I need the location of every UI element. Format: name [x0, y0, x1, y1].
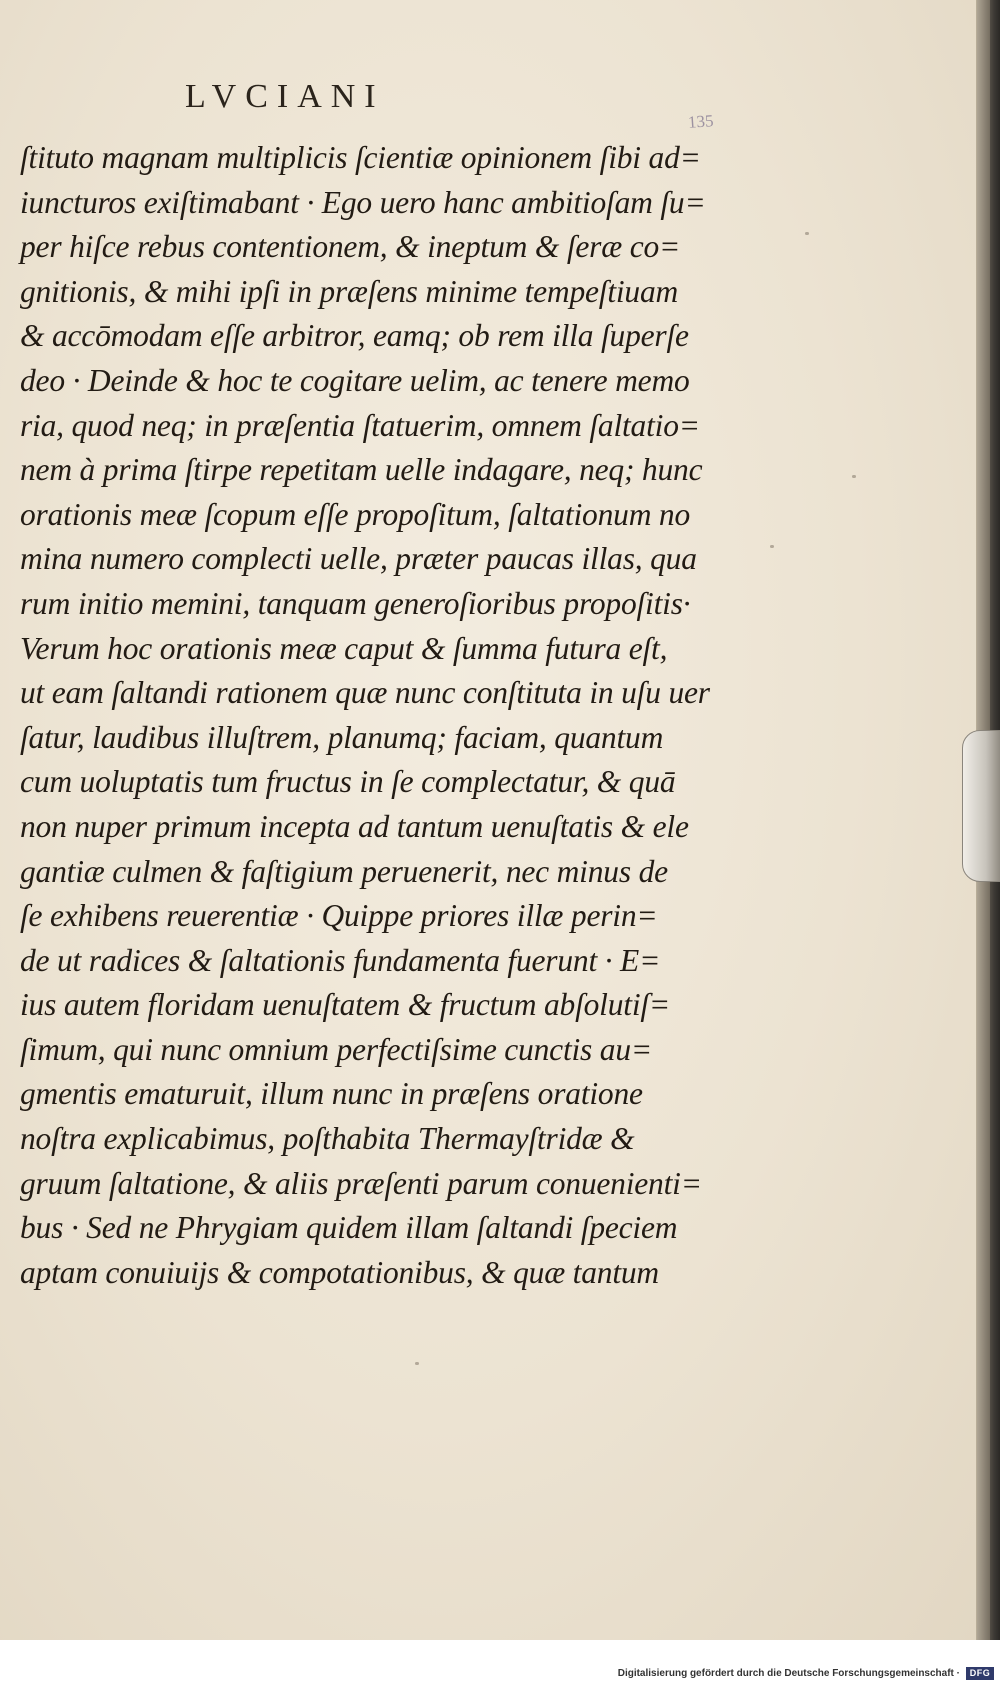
text-line: aptam conuiuijs & compotationibus, & quæ tantum — [20, 1254, 659, 1290]
paper-speck — [852, 475, 856, 478]
text-line: gmentis ematuruit, illum nunc in præſens oratione — [20, 1076, 643, 1112]
text-line: ſatur, laudibus illuſtrem, planumq; faciam, quantum — [20, 719, 664, 755]
text-line: non nuper primum incepta ad tantum uenuſtatis & ele — [20, 808, 689, 844]
text-line: gantiæ culmen & faſtigium peruenerit, nec minus de — [20, 853, 668, 889]
text-line: Verum hoc orationis meæ caput & ſumma futura eſt, — [20, 630, 668, 666]
text-line: bus · Sed ne Phrygiam quidem illam ſaltandi ſpeciem — [20, 1210, 678, 1246]
digitization-credit: Digitalisierung gefördert durch die Deutsche Forschungsgemeinschaft · — [617, 1668, 960, 1679]
text-line: nem à prima ſtirpe repetitam uelle indagare, neq; hunc — [20, 452, 703, 488]
text-line: ſimum, qui nunc omnium perfectiſsime cunctis au= — [20, 1031, 652, 1067]
text-line: mina numero complecti uelle, præter paucas illas, qua — [20, 541, 697, 577]
text-line: de ut radices & ſaltationis fundamenta fuerunt · E= — [20, 942, 661, 978]
text-line: gnitionis, & mihi ipſi in præſens minime tempeſtiuam — [20, 273, 679, 309]
text-line: ut eam ſaltandi rationem quæ nunc conſtituta in uſu uer — [20, 675, 710, 711]
text-block — [20, 136, 740, 1295]
text-line: orationis meæ ſcopum eſſe propoſitum, ſaltationum no — [20, 496, 691, 532]
text-line: iuncturos exiſtimabant · Ego uero hanc ambitioſam ſu= — [20, 184, 706, 220]
text-line: per hiſce rebus contentionem, & ineptum & ſeræ co= — [20, 229, 681, 265]
text-line: cum uoluptatis tum fructus in ſe complectatur, & quā — [20, 764, 676, 800]
bookmark-tab — [962, 730, 1000, 882]
dfg-logo: DFG — [966, 1667, 994, 1680]
text-line: noſtra explicabimus, poſthabita Thermayſtridæ & — [20, 1121, 635, 1157]
text-line: rum initio memini, tanquam generoſioribus propoſitis· — [20, 585, 691, 621]
text-line: & accōmodam eſſe arbitror, eamq; ob rem illa ſuperſe — [20, 318, 689, 354]
paper-speck — [415, 1362, 419, 1365]
text-line: ſtituto magnam multiplicis ſcientiæ opinionem ſibi ad= — [20, 140, 701, 175]
text-line: deo · Deinde & hoc te cogitare uelim, ac tenere memo — [20, 362, 690, 398]
text-line: ius autem floridam uenuſtatem & fructum abſolutiſ= — [20, 987, 670, 1023]
running-head: LVCIANI — [185, 78, 385, 115]
paper-speck — [770, 545, 774, 548]
folio-mark: 135 — [687, 111, 715, 132]
paper-speck — [805, 232, 809, 235]
text-line: gruum ſaltatione, & aliis præſenti parum conuenienti= — [20, 1165, 702, 1201]
text-line: ſe exhibens reuerentiæ · Quippe priores illæ perin= — [20, 898, 658, 934]
text-line: ria, quod neq; in præſentia ſtatuerim, omnem ſaltatio= — [20, 407, 700, 443]
